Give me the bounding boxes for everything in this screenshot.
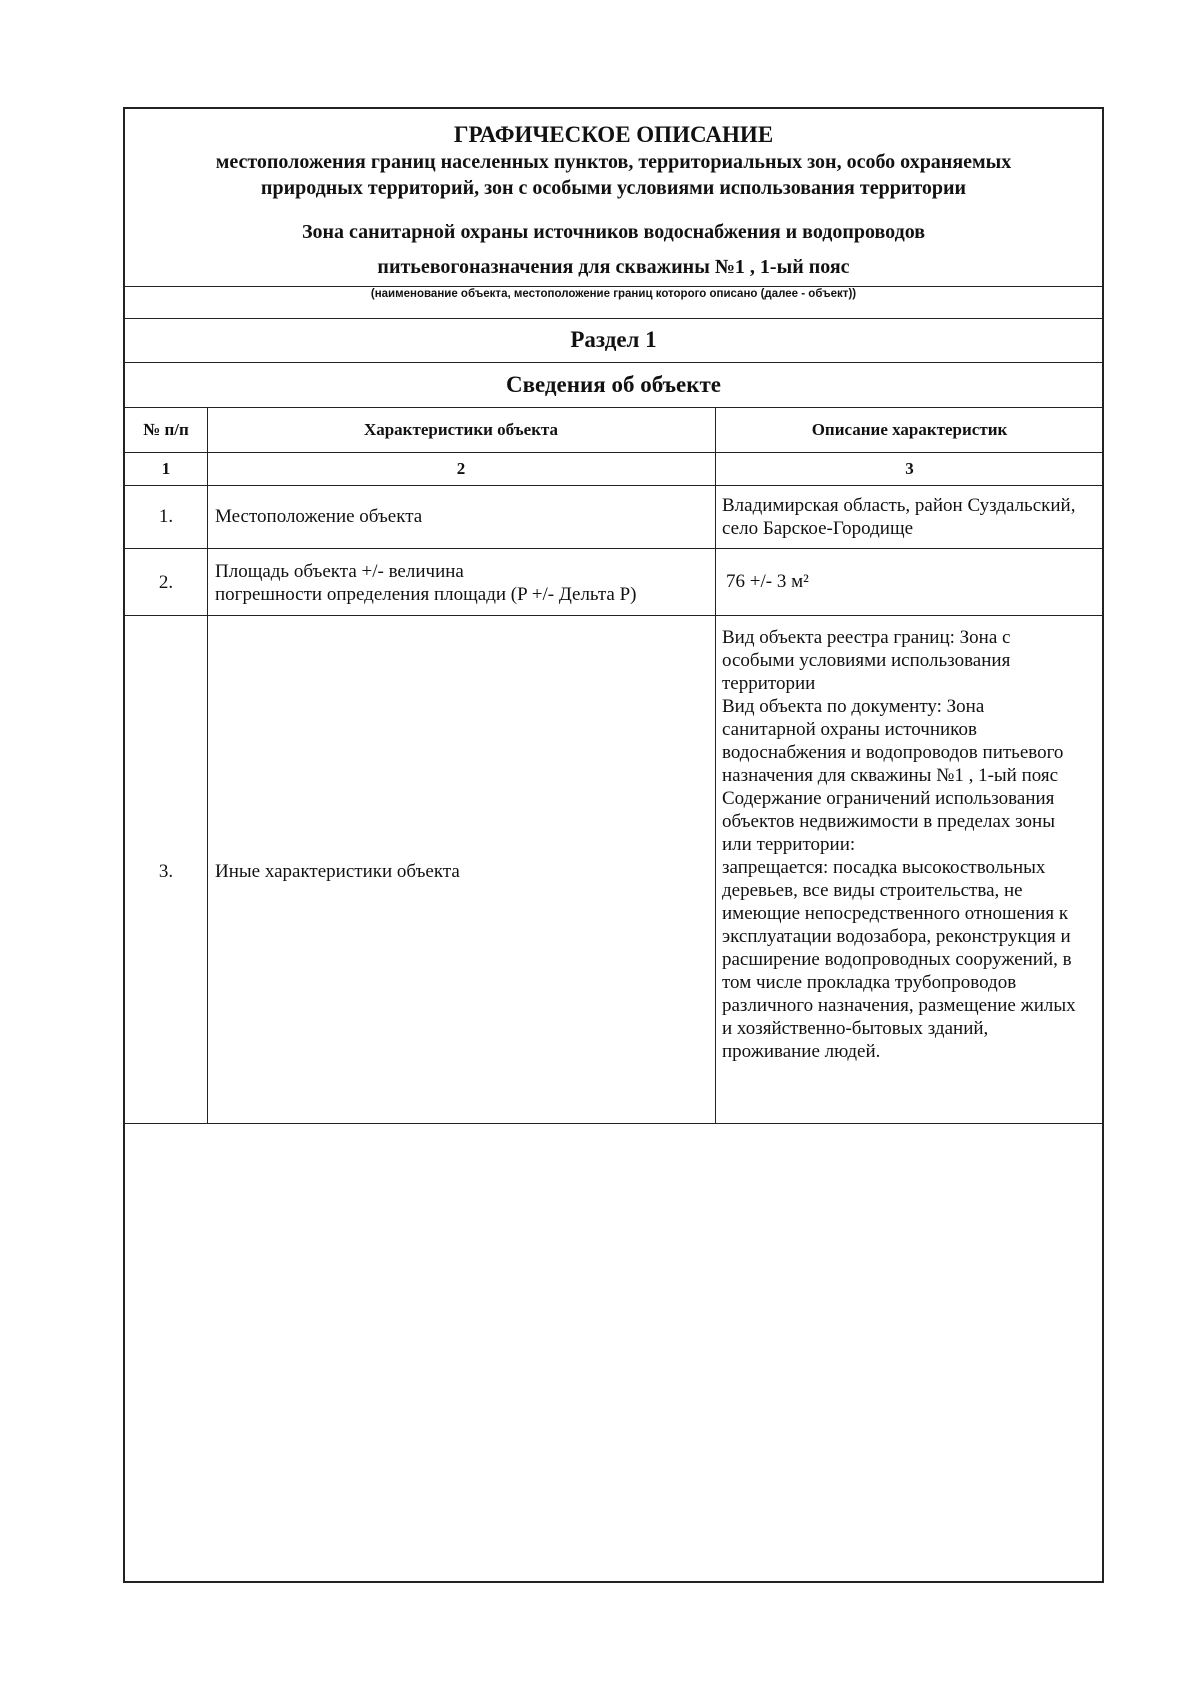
object-name-line1: Зона санитарной охраны источников водоснабжения и водопроводов xyxy=(301,221,926,243)
section-title: Раздел 1 xyxy=(570,327,657,352)
row-description: Владимирская область, район Суздальский, село Барское-Городище xyxy=(722,495,1076,539)
row-number: 2. xyxy=(158,572,174,593)
divider xyxy=(125,485,1102,486)
object-caption: (наименование объекта, местоположение границ которого описано (далее - объект)) xyxy=(370,288,857,300)
row-number: 3. xyxy=(158,861,174,882)
row-description: 76 +/- 3 м² xyxy=(726,571,809,592)
divider xyxy=(125,1123,1102,1124)
row-characteristic: Площадь объекта +/- величина погрешности определения площади (P +/- Дельта P) xyxy=(215,561,637,605)
divider xyxy=(125,318,1102,319)
column-header-description: Описание характеристик xyxy=(811,420,1008,439)
column-number: 3 xyxy=(905,459,914,478)
row-number: 1. xyxy=(158,506,174,527)
row-characteristic: Местоположение объекта xyxy=(215,506,423,527)
column-header-number: № п/п xyxy=(143,420,189,439)
divider xyxy=(125,452,1102,453)
row-description: Вид объекта реестра границ: Зона с особыми условиями использования территории Вид объекта по документу: Зона санитарной охраны источников водоснабжения и водопроводов питьевого назначения для скважины №1 , 1-ый пояс Содержание ограничений использования объектов недвижимости в пределах зоны или территории: запрещается: посадка высокоствольных деревьев, все виды строительства, не имеющие непосредственного отношения к эксплуатации водозабора, реконструкция и расширение водопроводных сооружений, в том числе прокладка трубопроводов различного назначения, размещение жилых и хозяйственно-бытовых зданий, проживание людей. xyxy=(722,627,1076,1062)
column-number: 1 xyxy=(161,459,171,478)
divider xyxy=(125,548,1102,549)
section-subtitle: Сведения об объекте xyxy=(505,372,722,397)
document-subtitle-line1: местоположения границ населенных пунктов, территориальных зон, особо охраняемых xyxy=(215,151,1012,173)
column-number: 2 xyxy=(456,459,466,478)
column-header-characteristic: Характеристики объекта xyxy=(363,420,559,439)
divider xyxy=(125,615,1102,616)
column-divider xyxy=(715,407,716,1123)
document-title: ГРАФИЧЕСКОЕ ОПИСАНИЕ xyxy=(453,122,774,147)
column-divider xyxy=(207,407,208,1123)
divider xyxy=(125,407,1102,408)
row-characteristic: Иные характеристики объекта xyxy=(215,861,460,882)
document-frame xyxy=(123,107,1104,1583)
document-subtitle-line2: природных территорий, зон с особыми условиями использования территории xyxy=(260,177,967,199)
divider xyxy=(125,362,1102,363)
object-name-line2: питьевогоназначения для скважины №1 , 1-ый пояс xyxy=(377,256,850,278)
